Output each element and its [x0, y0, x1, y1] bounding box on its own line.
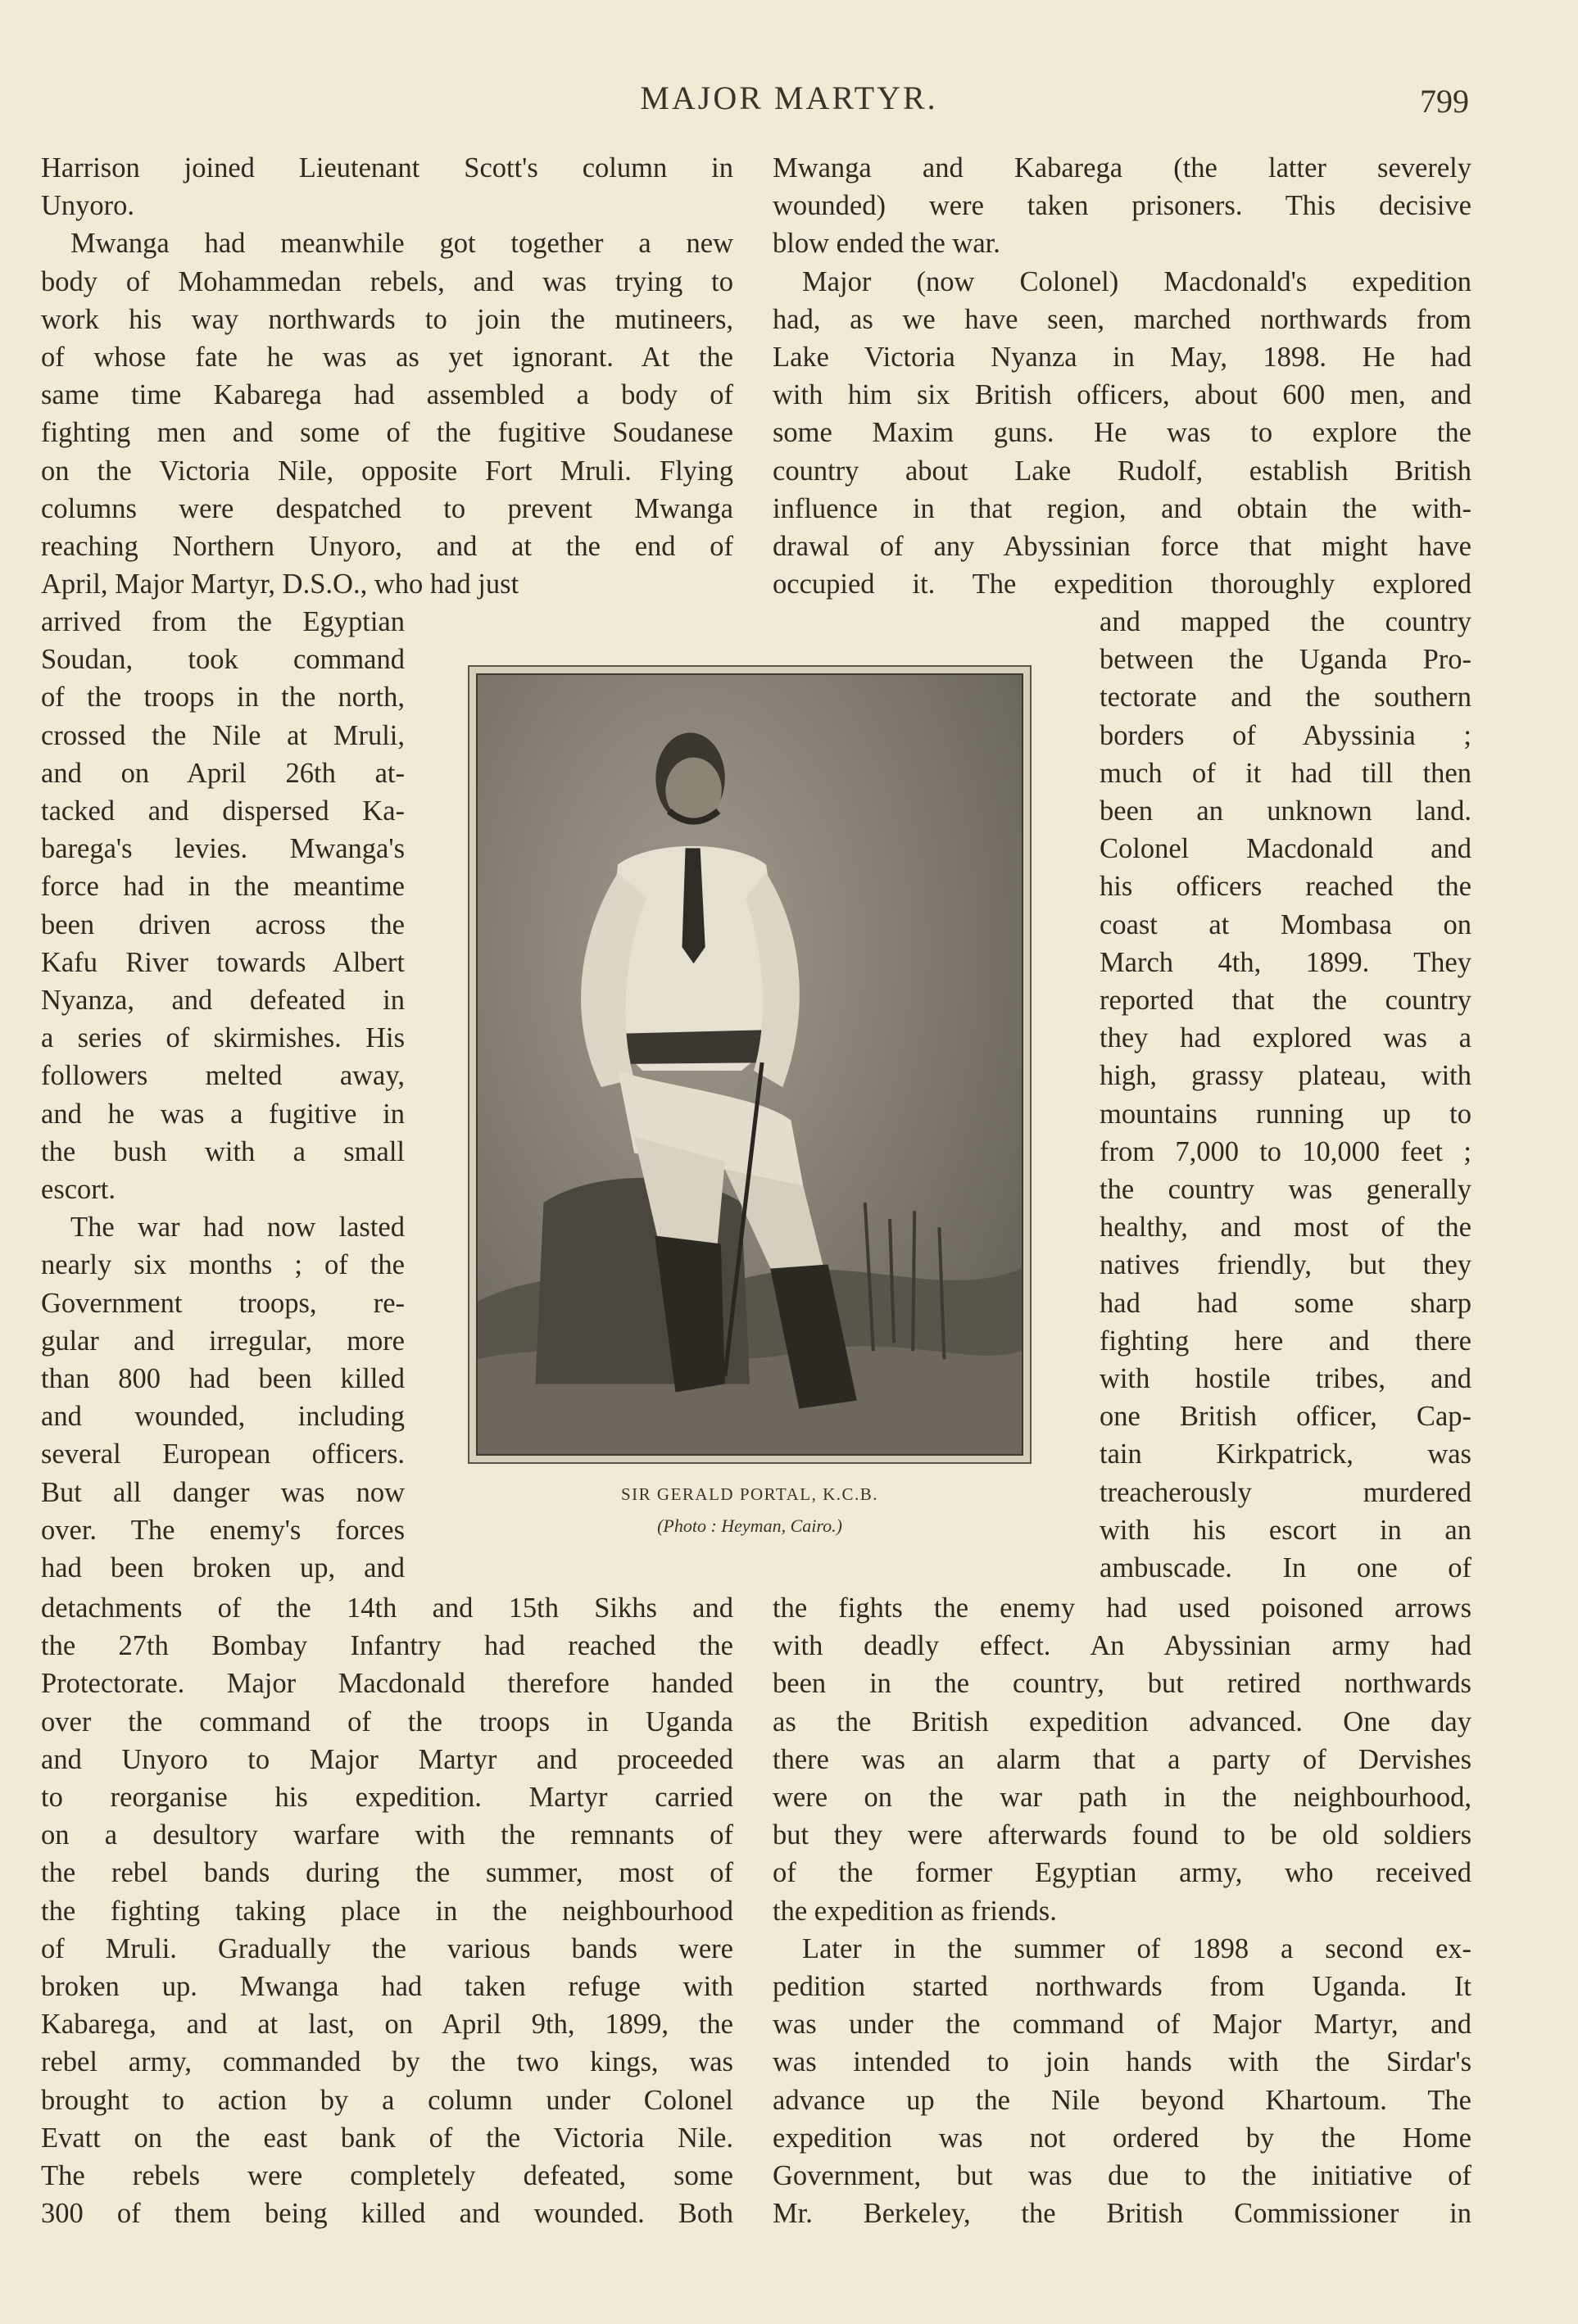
- text-line: had, as we have seen, marched northwards from: [773, 303, 1471, 335]
- running-header-title: MAJOR MARTYR.: [640, 79, 938, 116]
- text-line: arrived from the Egyptian: [41, 606, 405, 637]
- text-line: of whose fate he was as yet ignorant. At the: [41, 342, 733, 374]
- text-line: with his escort in an: [1100, 1514, 1471, 1546]
- text-line: on a desultory warfare with the remnants of: [41, 1819, 733, 1851]
- text-line: were on the war path in the neighbourhood,: [773, 1782, 1471, 1814]
- text-line: and he was a fugitive in: [41, 1098, 405, 1130]
- column-right-top: [773, 149, 1471, 603]
- text-line: between the Uganda Pro-: [1100, 644, 1471, 676]
- text-line: 300 of them being killed and wounded. Both: [41, 2198, 733, 2230]
- text-line: high, grassy plateau, with: [1100, 1060, 1471, 1092]
- text-line: followers melted away,: [41, 1060, 405, 1092]
- text-line: But all danger was now: [41, 1476, 405, 1508]
- text-line: body of Mohammedan rebels, and was trying to: [41, 265, 733, 297]
- text-line: but they were afterwards found to be old soldiers: [773, 1819, 1471, 1851]
- text-line: borders of Abyssinia ;: [1100, 719, 1471, 751]
- text-line: over the command of the troops in Uganda: [41, 1706, 733, 1737]
- text-line: much of it had till then: [1100, 757, 1471, 789]
- text-line: been in the country, but retired northwards: [773, 1668, 1471, 1700]
- text-line: Unyoro.: [41, 190, 135, 222]
- text-line: The rebels were completely defeated, some: [41, 2160, 733, 2192]
- text-line: occupied it. The expedition thoroughly explored: [773, 569, 1471, 600]
- text-line: Kabarega, and at last, on April 9th, 1899, the: [41, 2009, 733, 2041]
- text-line: work his way northwards to join the mutineers,: [41, 303, 733, 335]
- text-line: was intended to join hands with the Sirdar's: [773, 2046, 1471, 2078]
- text-line: Mr. Berkeley, the British Commissioner in: [773, 2198, 1471, 2230]
- column-left-bottom: [41, 1589, 733, 2232]
- text-line: brought to action by a column under Colonel: [41, 2084, 733, 2116]
- text-line: Soudan, took command: [41, 644, 405, 676]
- text-line: broken up. Mwanga had taken refuge with: [41, 1971, 733, 2003]
- text-line: March 4th, 1899. They: [1100, 946, 1471, 978]
- text-line: crossed the Nile at Mruli,: [41, 719, 405, 751]
- text-line: the fights the enemy had used poisoned arrows: [773, 1592, 1471, 1624]
- text-line: Nyanza, and defeated in: [41, 985, 405, 1017]
- text-line: Evatt on the east bank of the Victoria Nile.: [41, 2122, 733, 2154]
- text-line: tectorate and the southern: [1100, 682, 1471, 714]
- text-line: on the Victoria Nile, opposite Fort Mruli. Flying: [41, 455, 733, 487]
- text-line: Harrison joined Lieutenant Scott's column in: [41, 152, 733, 183]
- text-line: healthy, and most of the: [1100, 1212, 1471, 1244]
- text-line: Later in the summer of 1898 a second ex-: [802, 1932, 1471, 1964]
- text-line: Colonel Macdonald and: [1100, 833, 1471, 865]
- text-line: Government, but was due to the initiative of: [773, 2160, 1471, 2192]
- text-line: the fighting taking place in the neighbourhood: [41, 1895, 733, 1927]
- text-line: with hostile tribes, and: [1100, 1363, 1471, 1395]
- text-line: nearly six months ; of the: [41, 1249, 405, 1281]
- text-line: barega's levies. Mwanga's: [41, 833, 405, 865]
- text-line: the rebel bands during the summer, most of: [41, 1857, 733, 1889]
- text-line: The war had now lasted: [70, 1212, 405, 1244]
- text-line: with him six British officers, about 600 men, and: [773, 379, 1471, 411]
- text-line: been driven across the: [41, 908, 405, 940]
- text-line: some Maxim guns. He was to explore the: [773, 417, 1471, 449]
- text-line: mountains running up to: [1100, 1098, 1471, 1130]
- text-line: to reorganise his expedition. Martyr carried: [41, 1782, 733, 1814]
- text-line: columns were despatched to prevent Mwanga: [41, 492, 733, 524]
- text-line: and on April 26th at-: [41, 757, 405, 789]
- column-left-middle: [41, 603, 405, 1587]
- text-line: the expedition as friends.: [773, 1895, 1057, 1927]
- text-line: escort.: [41, 1174, 116, 1206]
- text-line: pedition started northwards from Uganda. It: [773, 1971, 1471, 2003]
- text-line: with deadly effect. An Abyssinian army had: [773, 1630, 1471, 1662]
- text-line: gular and irregular, more: [41, 1325, 405, 1357]
- seated-man-illustration: [478, 675, 1022, 1454]
- text-line: of the troops in the north,: [41, 682, 405, 714]
- text-line: over. The enemy's forces: [41, 1514, 405, 1546]
- text-line: coast at Mombasa on: [1100, 908, 1471, 940]
- text-line: one British officer, Cap-: [1100, 1401, 1471, 1433]
- text-line: Protectorate. Major Macdonald therefore handed: [41, 1668, 733, 1700]
- photo-credit: (Photo : Heyman, Cairo.): [657, 1515, 842, 1536]
- text-line: advance up the Nile beyond Khartoum. The: [773, 2084, 1471, 2116]
- text-line: and wounded, including: [41, 1401, 405, 1433]
- text-line: influence in that region, and obtain the with-: [773, 492, 1471, 524]
- text-line: force had in the meantime: [41, 871, 405, 903]
- text-line: Lake Victoria Nyanza in May, 1898. He had: [773, 342, 1471, 374]
- text-line: and mapped the country: [1100, 606, 1471, 637]
- photo-caption: SIR GERALD PORTAL, K.C.B.: [621, 1484, 878, 1504]
- portrait-image: [476, 673, 1023, 1456]
- text-line: from 7,000 to 10,000 feet ;: [1100, 1135, 1471, 1167]
- text-line: Kafu River towards Albert: [41, 946, 405, 978]
- text-line: as the British expedition advanced. One day: [773, 1706, 1471, 1737]
- column-right-middle: [1100, 603, 1471, 1587]
- text-line: natives friendly, but they: [1100, 1249, 1471, 1281]
- text-line: the 27th Bombay Infantry had reached the: [41, 1630, 733, 1662]
- text-line: reported that the country: [1100, 985, 1471, 1017]
- text-line: had had some sharp: [1100, 1287, 1471, 1319]
- text-line: and Unyoro to Major Martyr and proceeded: [41, 1743, 733, 1775]
- text-line: ambuscade. In one of: [1100, 1552, 1471, 1584]
- text-line: been an unknown land.: [1100, 795, 1471, 827]
- text-line: Government troops, re-: [41, 1287, 405, 1319]
- text-line: Major (now Colonel) Macdonald's expedition: [802, 265, 1471, 297]
- text-line: April, Major Martyr, D.S.O., who had just: [41, 569, 519, 600]
- text-line: tacked and dispersed Ka-: [41, 795, 405, 827]
- text-line: rebel army, commanded by the two kings, was: [41, 2046, 733, 2078]
- text-line: detachments of the 14th and 15th Sikhs and: [41, 1592, 733, 1624]
- text-line: expedition was not ordered by the Home: [773, 2122, 1471, 2154]
- text-line: of the former Egyptian army, who received: [773, 1857, 1471, 1889]
- text-line: tain Kirkpatrick, was: [1100, 1438, 1471, 1470]
- text-line: fighting here and there: [1100, 1325, 1471, 1357]
- text-line: was under the command of Major Martyr, and: [773, 2009, 1471, 2041]
- column-right-bottom: [773, 1589, 1471, 2232]
- text-line: reaching Northern Unyoro, and at the end of: [41, 531, 733, 563]
- text-line: his officers reached the: [1100, 871, 1471, 903]
- text-line: drawal of any Abyssinian force that might have: [773, 531, 1471, 563]
- page-number: 799: [1420, 83, 1469, 120]
- column-left-top: [41, 149, 733, 603]
- portrait-photograph: [468, 665, 1032, 1464]
- text-line: Mwanga had meanwhile got together a new: [70, 228, 733, 260]
- text-line: the country was generally: [1100, 1174, 1471, 1206]
- text-line: wounded) were taken prisoners. This decisive: [773, 190, 1471, 222]
- text-line: there was an alarm that a party of Dervishes: [773, 1743, 1471, 1775]
- text-line: Mwanga and Kabarega (the latter severely: [773, 152, 1471, 183]
- text-line: same time Kabarega had assembled a body of: [41, 379, 733, 411]
- text-line: treacherously murdered: [1100, 1476, 1471, 1508]
- text-line: several European officers.: [41, 1438, 405, 1470]
- text-line: the bush with a small: [41, 1135, 405, 1167]
- text-line: than 800 had been killed: [41, 1363, 405, 1395]
- text-line: of Mruli. Gradually the various bands were: [41, 1932, 733, 1964]
- text-line: had been broken up, and: [41, 1552, 405, 1584]
- text-line: fighting men and some of the fugitive Soudanese: [41, 417, 733, 449]
- text-line: they had explored was a: [1100, 1022, 1471, 1054]
- text-line: country about Lake Rudolf, establish British: [773, 455, 1471, 487]
- text-line: a series of skirmishes. His: [41, 1022, 405, 1054]
- text-line: blow ended the war.: [773, 228, 1000, 260]
